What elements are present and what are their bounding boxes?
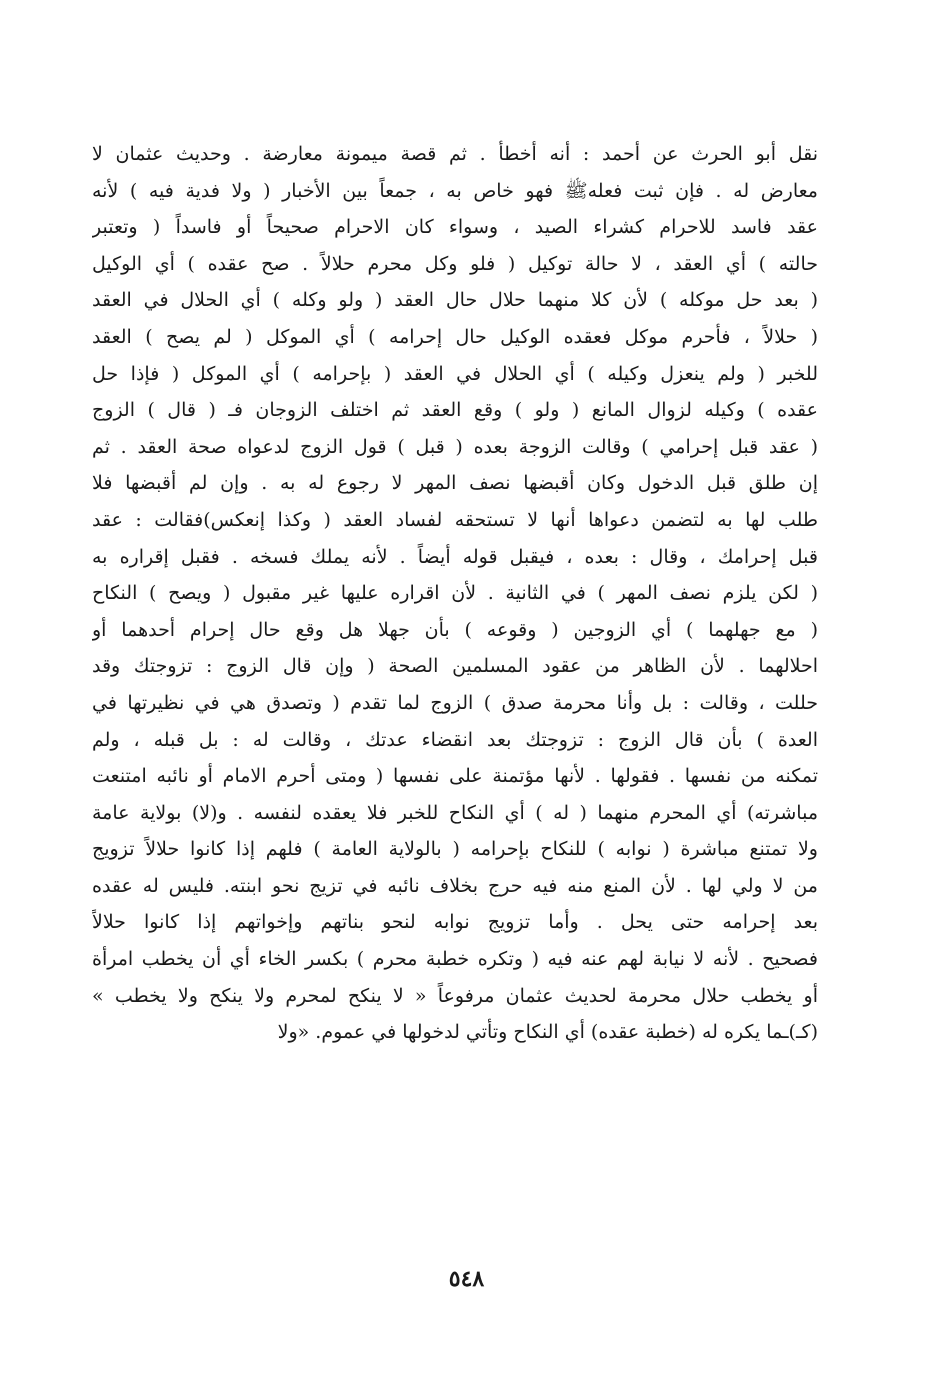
text-line: نقل أبو الحرث عن أحمد : أنه أخطأ . ثم قصة ميمونة معارضة . وحديث عثمان لا	[92, 143, 818, 165]
text-line: عقد فاسد للاحرام كشراء الصيد ، وسواء كان الاحرام صحيحاً أو فاسداً ( وتعتبر	[92, 216, 818, 239]
text-line: حالته ) أي العقد ، لا حالة توكيل ( فلو وكل محرم حلالاً . صح عقده ) أي الوكيل	[92, 252, 818, 275]
text-line: أو يخطب حلال محرمة لحديث عثمان مرفوعاً « لا ينكح لمحرم ولا ينكح ولا يخطب »	[92, 984, 818, 1007]
text-line: معارض له . فإن ثبت فعلهﷺ فهو خاص به ، جمعاً بين الأخبار ( ولا فدية فيه ) لأنه	[92, 179, 818, 202]
text-line: إن طلق قبل الدخول وكان أقبضها نصف المهر لا رجوع له به . وإن لم أقبضها فلا	[92, 472, 818, 495]
text-line: ( بعد حل موكله ) لأن كلا منهما حلال حال العقد ( ولو وكله ) أي الحلال في العقد	[92, 289, 818, 312]
text-line: ( لكن يلزم نصف المهر ) في الثانية . لأن اقراره عليها غير مقبول ( ويصح ) النكاح	[92, 582, 818, 605]
text-line: ( مع جهلهما ) أي الزوجين ( وقوعه ) بأن جهلا هل وقع حال إحرام أحدهما أو	[92, 618, 818, 641]
text-line: للخبر ( ولم ينعزل وكيله ) أي الحلال في العقد ( بإحرامه ) أي الموكل ( فإذا حل	[92, 362, 818, 385]
main-text	[92, 136, 818, 1051]
text-line: عقده ) وكيله لزوال المانع ( ولو ) وقع العقد ثم اختلف الزوجان فـ ( قال ) الزوج	[92, 399, 818, 422]
text-line: من لا ولي لها . لأن المنع منه فيه حرج بخلاف نائبه في تزيج نحو ابنته. فليس له عقده	[92, 874, 818, 897]
text-line: احلالهما . لأن الظاهر من عقود المسلمين الصحة ( وإن قال الزوج : تزوجتك وقد	[92, 655, 818, 678]
text-line: بعد إحرامه حتى يحل . وأما تزويج نوابه لنحو بناتهم وإخواتهم إذا كانوا حلالاً	[92, 911, 818, 934]
text-line: (كـ)ـما يكره له (خطبة عقده) أي النكاح وتأتي لدخولها في عموم. «ولا	[277, 1021, 818, 1044]
text-line: تمكنه من نفسها . فقولها . لأنها مؤتمنة على نفسها ( ومتى أحرم الامام أو نائبه امتنعت	[92, 765, 818, 788]
text-line: مباشرته) أي المحرم منهما ( له ) أي النكاح للخبر فلا يعقده لنفسه . و(لا) بولاية عامة	[92, 801, 818, 824]
text-line: فصحيح . لأنه لا نيابة لهم عنه فيه ( وتكره خطبة محرم ) بكسر الخاء أي أن يخطب امرأة	[92, 948, 818, 971]
text-line: ( حلالاً ، فأحرم موكل فعقده الوكيل حال إحرامه ) أي الموكل ( لم يصح ) العقد	[92, 325, 818, 348]
text-line: ولا تمتنع مباشرة ( نوابه ) للنكاح بإحرامه ( بالولاية العامة ) فلهم إذا كانوا حلالاً تزويج	[92, 838, 818, 861]
text-line: طلب لها به لتضمن دعواها أنها لا تستحقه لفساد العقد ( وكذا إنعكس)فقالت : عقد	[92, 508, 818, 531]
text-line: حللت ، وقالت : بل وأنا محرمة صدق ) الزوج لما تقدم ( وتصدق هي في نظيرتها في	[92, 691, 818, 714]
text-line: العدة ) بأن قال الزوج : تزوجتك بعد انقضاء عدتك ، وقالت له : بل قبله ، ولم	[92, 728, 818, 751]
page-number: ٥٤٨	[448, 1266, 485, 1292]
text-line: ( عقد قبل إحرامي ) وقالت الزوجة بعده ( قبل ) قول الزوج لدعواه صحة العقد . ثم	[92, 435, 818, 458]
text-line: قبل إحرامك ، وقال : بعده ، فيقبل قوله أيضاً . لأنه يملك فسخه . فقبل إقراره به	[92, 545, 818, 568]
